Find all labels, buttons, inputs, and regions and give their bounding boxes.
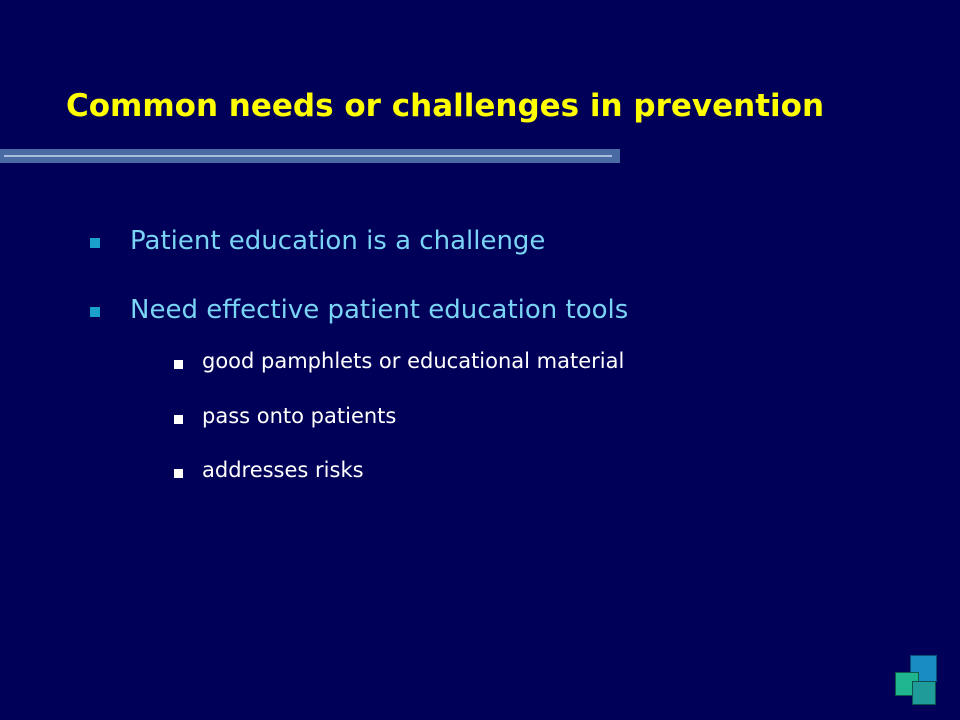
bullet-text: Need effective patient education tools [130,295,629,325]
square-bullet-icon [174,360,183,369]
square-bullet-icon [90,238,100,248]
square-bullet-icon [174,415,183,424]
title-underline [0,149,620,163]
logo-squares-icon [895,655,937,705]
sub-bullet-text: addresses risks [202,458,364,482]
bullet-text: Patient education is a challenge [130,226,546,256]
sub-bullet-text: pass onto patients [202,404,397,428]
title-underline-inner [4,155,612,157]
square-bullet-icon [174,469,183,478]
square-bullet-icon [90,307,100,317]
sub-bullet-text: good pamphlets or educational material [202,349,625,373]
logo-square-teal [912,681,936,705]
slide-title: Common needs or challenges in prevention [66,88,825,124]
